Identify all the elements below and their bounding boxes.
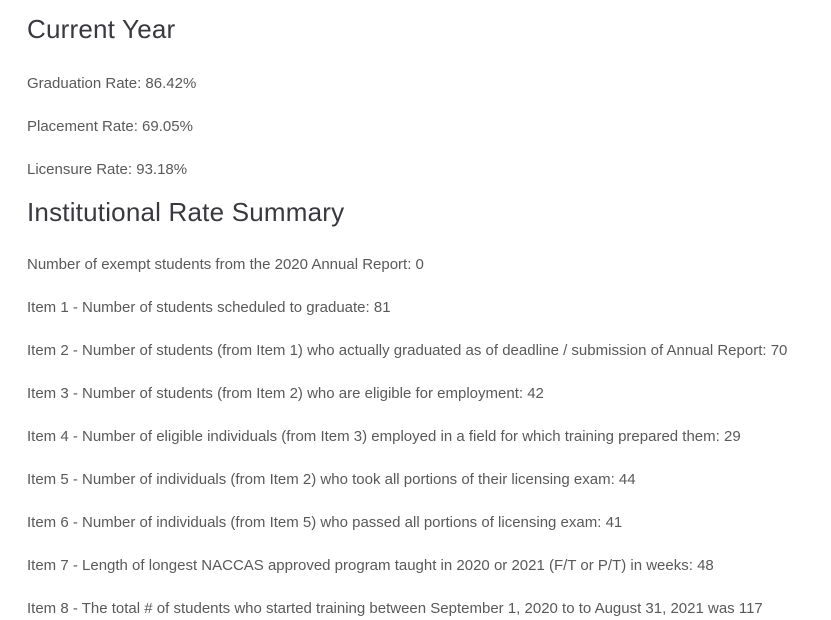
- item-2-line: Item 2 - Number of students (from Item 1) who actually graduated as of deadline / submission of Annual Report: 70: [27, 342, 788, 359]
- licensure-rate-line: Licensure Rate: 93.18%: [27, 161, 188, 178]
- item-5-line: Item 5 - Number of individuals (from Item 2) who took all portions of their licensing exam: 44: [27, 471, 636, 488]
- graduation-rate-line: Graduation Rate: 86.42%: [27, 75, 197, 92]
- item-1-line: Item 1 - Number of students scheduled to graduate: 81: [27, 299, 391, 316]
- item-8-line: Item 8 - The total # of students who started training between September 1, 2020 to to August 31, 2021 was 117: [27, 600, 763, 617]
- current-year-heading: Current Year: [27, 14, 176, 44]
- exempt-students-line: Number of exempt students from the 2020 Annual Report: 0: [27, 256, 424, 273]
- placement-rate-line: Placement Rate: 69.05%: [27, 118, 193, 135]
- section-current-year: [27, 14, 804, 178]
- institutional-rate-summary-heading: Institutional Rate Summary: [27, 197, 345, 227]
- item-3-line: Item 3 - Number of students (from Item 2) who are eligible for employment: 42: [27, 385, 544, 402]
- item-7-line: Item 7 - Length of longest NACCAS approved program taught in 2020 or 2021 (F/T or P/T) in weeks: 48: [27, 557, 714, 574]
- item-4-line: Item 4 - Number of eligible individuals (from Item 3) employed in a field for which training prepared them: 29: [27, 428, 741, 445]
- item-6-line: Item 6 - Number of individuals (from Item 5) who passed all portions of licensing exam: 41: [27, 514, 623, 531]
- section-institutional-rate-summary: [27, 197, 804, 617]
